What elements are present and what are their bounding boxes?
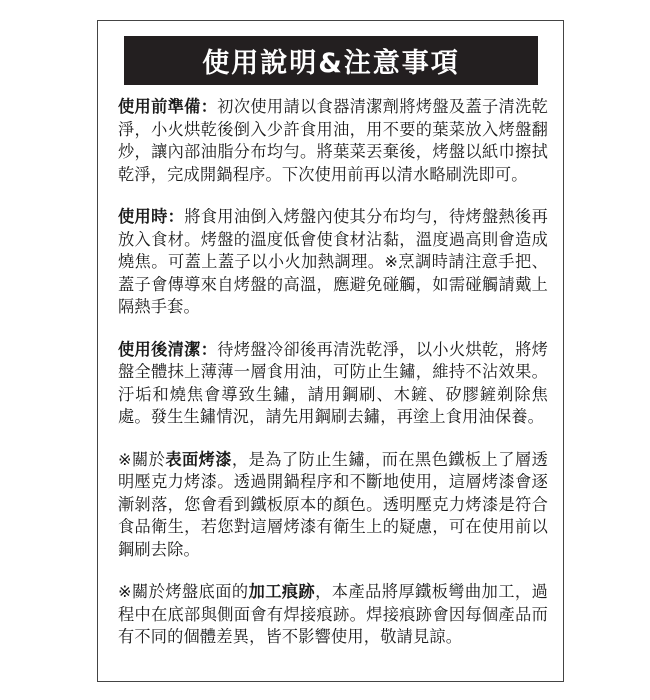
note-heading: 加工痕跡 (248, 582, 316, 601)
section-heading: 使用前準備： (118, 97, 218, 116)
instruction-panel (97, 20, 564, 682)
note-surface-coating (118, 449, 548, 562)
section-text: 待烤盤冷卻後再清洗乾淨，以小火烘乾，將烤盤全體抹上薄薄一層食用油，可防止生鏽，維持不沾效果。汙垢和燒焦會導致生鏽，請用鋼刷、木鏟、矽膠鏟剃除焦處。發生生鏽情況，請先用鋼刷去鏽，再塗上食用油保養。 (118, 339, 549, 426)
section-preparation (118, 96, 548, 186)
note-prefix: ※關於烤盤底面的 (118, 582, 249, 601)
note-welding-marks (118, 581, 548, 649)
section-text: 初次使用請以食器清潔劑將烤盤及蓋子清洗乾淨，小火烘乾後倒入少許食用油，用不要的葉菜放入烤盤翻炒，讓內部油脂分布均勻。將葉菜丟棄後，烤盤以紙巾擦拭乾淨，完成開鍋程序。下次使用前再以清水略刷洗即可。 (118, 97, 549, 184)
page-title: 使用說明&注意事項 (124, 36, 538, 85)
note-text: ，本產品將厚鐵板彎曲加工，過程中在底部與側面會有焊接痕跡。焊接痕跡會因每個產品而有不同的個體差異，皆不影響使用，敬請見諒。 (118, 582, 548, 646)
note-prefix: ※關於 (118, 449, 166, 469)
note-heading: 表面烤漆 (165, 449, 232, 469)
section-heading: 使用時： (118, 207, 185, 226)
note-text: ，是為了防止生鏽，而在黑色鐵板上了層透明壓克力烤漆。透過開鍋程序和不斷地使用，這層烤漆會逐漸剝落，您會看到鐵板原本的顏色。透明壓克力烤漆是符合食品衛生，若您對這層烤漆有衛生上的疑慮，可在使用前以鋼刷去除。 (118, 449, 548, 559)
instruction-content (118, 96, 548, 669)
section-during-use (118, 206, 548, 319)
section-text: 將食用油倒入烤盤內使其分布均勻，待烤盤熱後再放入食材。烤盤的溫度低會使食材沾黏，溫度過高則會造成燒焦。可蓋上蓋子以小火加熱調理。※烹調時請注意手把、蓋子會傳導來自烤盤的高溫，應避免碰觸，如需碰觸請戴上隔熱手套。 (118, 207, 548, 316)
section-heading: 使用後清潔： (118, 339, 218, 359)
section-cleaning (118, 339, 548, 429)
